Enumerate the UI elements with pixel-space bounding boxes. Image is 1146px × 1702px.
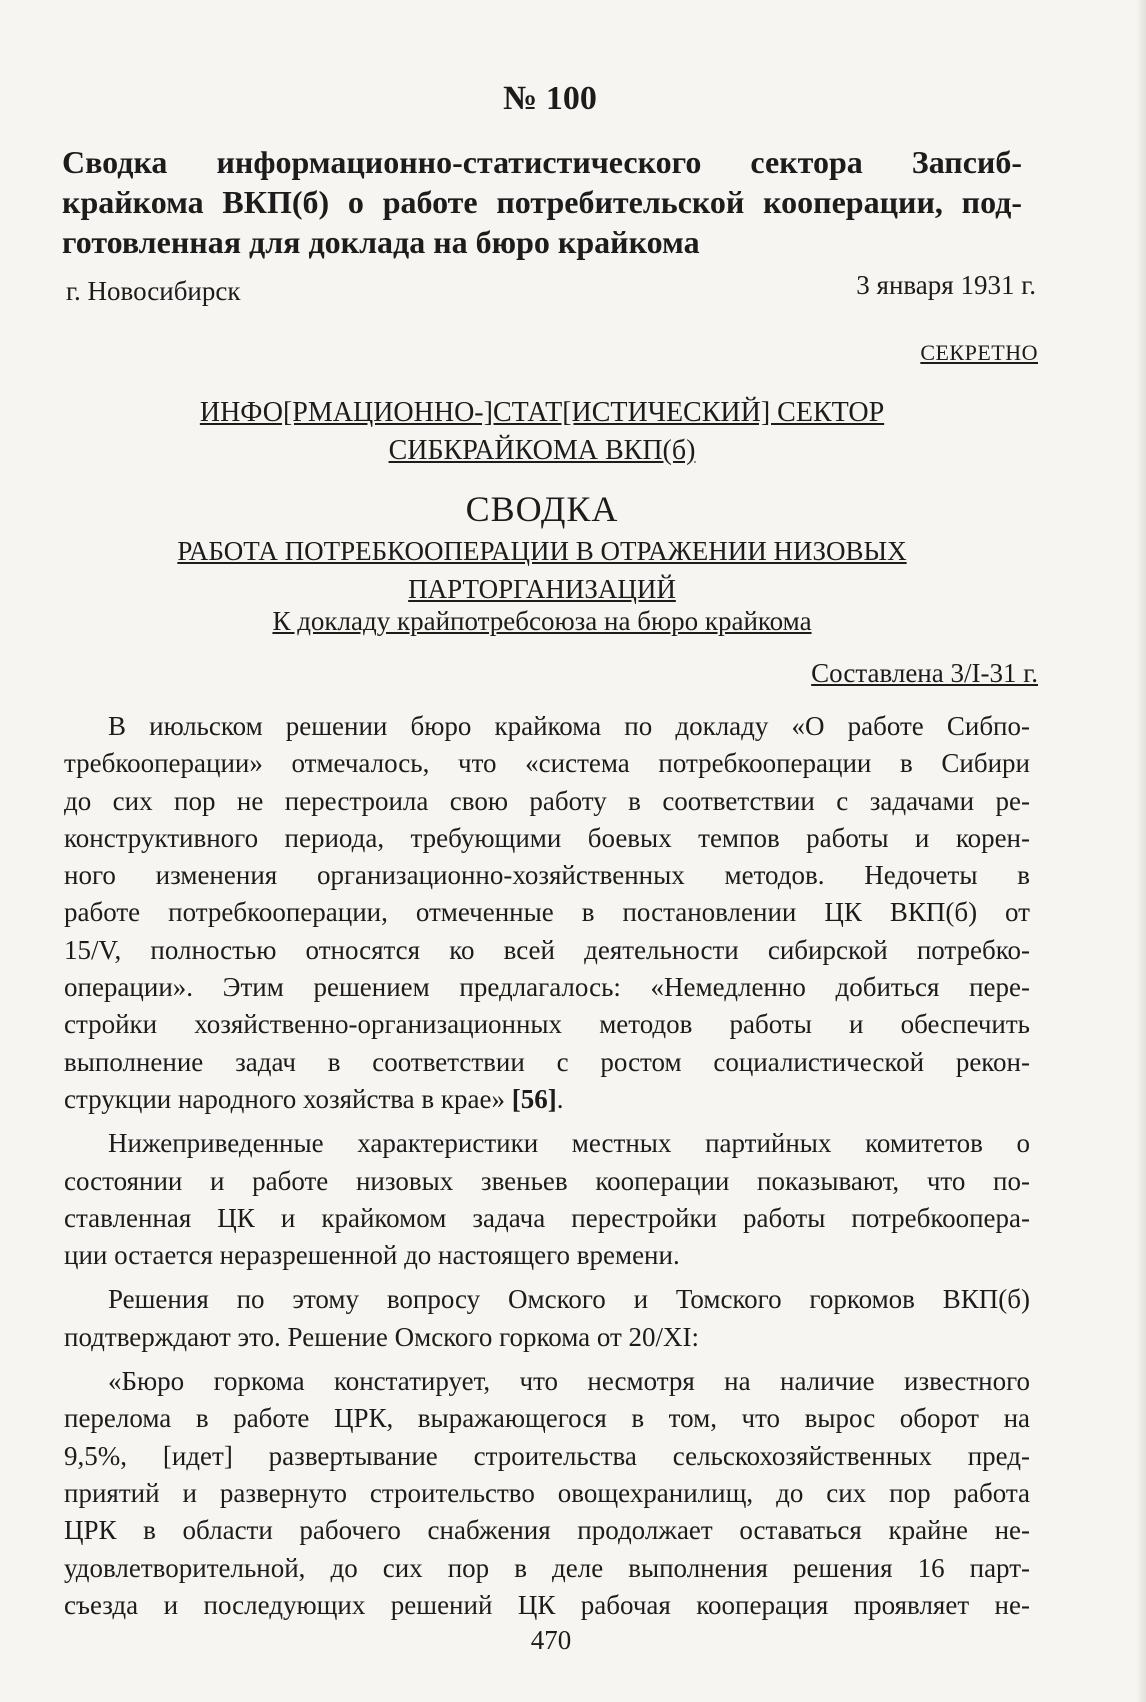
document-title xyxy=(62,142,1022,262)
subtitle-line: ПАРТОРГАНИЗАЦИЙ xyxy=(408,574,676,604)
text-line: приятий и развернуто строительство овощехранилищ, до сих пор работа xyxy=(64,1477,1030,1508)
document-date: 3 января 1931 г. xyxy=(856,270,1036,300)
title-line: крайкома ВКП(б) о работе потребительской кооперации, под- xyxy=(62,184,1022,220)
title-line: готовленная для доклада на бюро крайкома xyxy=(62,224,700,260)
text-line: ЦРК в области рабочего снабжения продолжает оставаться крайне не- xyxy=(64,1515,1030,1546)
svodka-heading: СВОДКА xyxy=(465,489,619,529)
body-text xyxy=(64,708,1030,1624)
text-line: перелома в работе ЦРК, выражающегося в том, что вырос оборот на xyxy=(64,1403,1030,1434)
document-place: г. Новосибирск xyxy=(66,276,241,306)
text-line: Нижеприведенные характеристики местных партийных комитетов о xyxy=(108,1128,1030,1159)
secrecy-stamp: СЕКРЕТНО xyxy=(920,340,1038,365)
page-edge-shadow xyxy=(1136,0,1146,1702)
sector-header xyxy=(62,394,1022,470)
text-line: стройки хозяйственно-организационных методов работы и обеспечить xyxy=(64,1009,1030,1040)
text-fragment: . xyxy=(556,1083,564,1114)
document-number: № 100 xyxy=(503,80,597,117)
text-line: до сих пор не перестроила свою работу в соответствии с задачами ре- xyxy=(64,785,1030,816)
title-line: Сводка информационно-статистического сектора Запсиб- xyxy=(62,144,1022,180)
report-line: К докладу крайпотребсоюза на бюро крайкома xyxy=(272,606,812,636)
composed-date: Составлена 3/I-31 г. xyxy=(811,658,1038,688)
text-fragment: струкции народного хозяйства в крае» xyxy=(64,1083,505,1114)
text-line: В июльском решении бюро крайкома по докладу «О работе Сибпо- xyxy=(108,711,1030,741)
text-line: операции». Этим решением предлагалось: «Немедленно добиться пере- xyxy=(64,972,1030,1003)
text-line: 9,5%, [идет] развертывание строительства сельскохозяйственных пред- xyxy=(64,1440,1030,1471)
text-line: ного изменения организационно-хозяйственных методов. Недочеты в xyxy=(64,860,1030,891)
sector-header-line: ИНФО[РМАЦИОННО-]СТАТ[ИСТИЧЕСКИЙ] СЕКТОР xyxy=(199,397,885,428)
text-line: подтверждают это. Решение Омского горкома от 20/XI: xyxy=(64,1321,700,1352)
sector-header-line: СИБКРАЙКОМА ВКП(б) xyxy=(388,435,696,466)
text-line xyxy=(64,1081,1030,1118)
text-line: ции остается неразрешенной до настоящего времени. xyxy=(64,1240,680,1271)
subtitle-line: РАБОТА ПОТРЕБКООПЕРАЦИИ В ОТРАЖЕНИИ НИЗОВЫХ xyxy=(177,536,907,566)
text-line: съезда и последующих решений ЦК рабочая кооперация проявляет не- xyxy=(64,1589,1030,1620)
page-number: 470 xyxy=(530,1625,572,1655)
text-line: требкооперации» отмечалось, что «система потребкооперации в Сибири xyxy=(64,748,1030,779)
text-line: состоянии и работе низовых звеньев кооперации показывают, что по- xyxy=(64,1165,1030,1196)
text-line: конструктивного периода, требующими боевых темпов работы и корен- xyxy=(64,822,1030,853)
svodka-subtitle xyxy=(62,532,1022,608)
text-line: «Бюро горкома констатирует, что несмотря на наличие известного xyxy=(108,1366,1030,1397)
text-line: 15/V, полностью относятся ко всей деятельности сибирской потребко- xyxy=(64,934,1030,965)
text-line: выполнение задач в соответствии с ростом социалистической рекон- xyxy=(64,1046,1030,1077)
text-line: работе потребкооперации, отмеченные в постановлении ЦК ВКП(б) от xyxy=(64,897,1030,928)
text-line: удовлетворительной, до сих пор в деле выполнения решения 16 парт- xyxy=(64,1552,1030,1583)
text-line: Решения по этому вопросу Омского и Томского горкомов ВКП(б) xyxy=(108,1284,1030,1315)
text-line: ставленная ЦК и крайкомом задача перестройки работы потребкоопера- xyxy=(64,1202,1030,1233)
citation-reference: [56] xyxy=(511,1083,557,1114)
